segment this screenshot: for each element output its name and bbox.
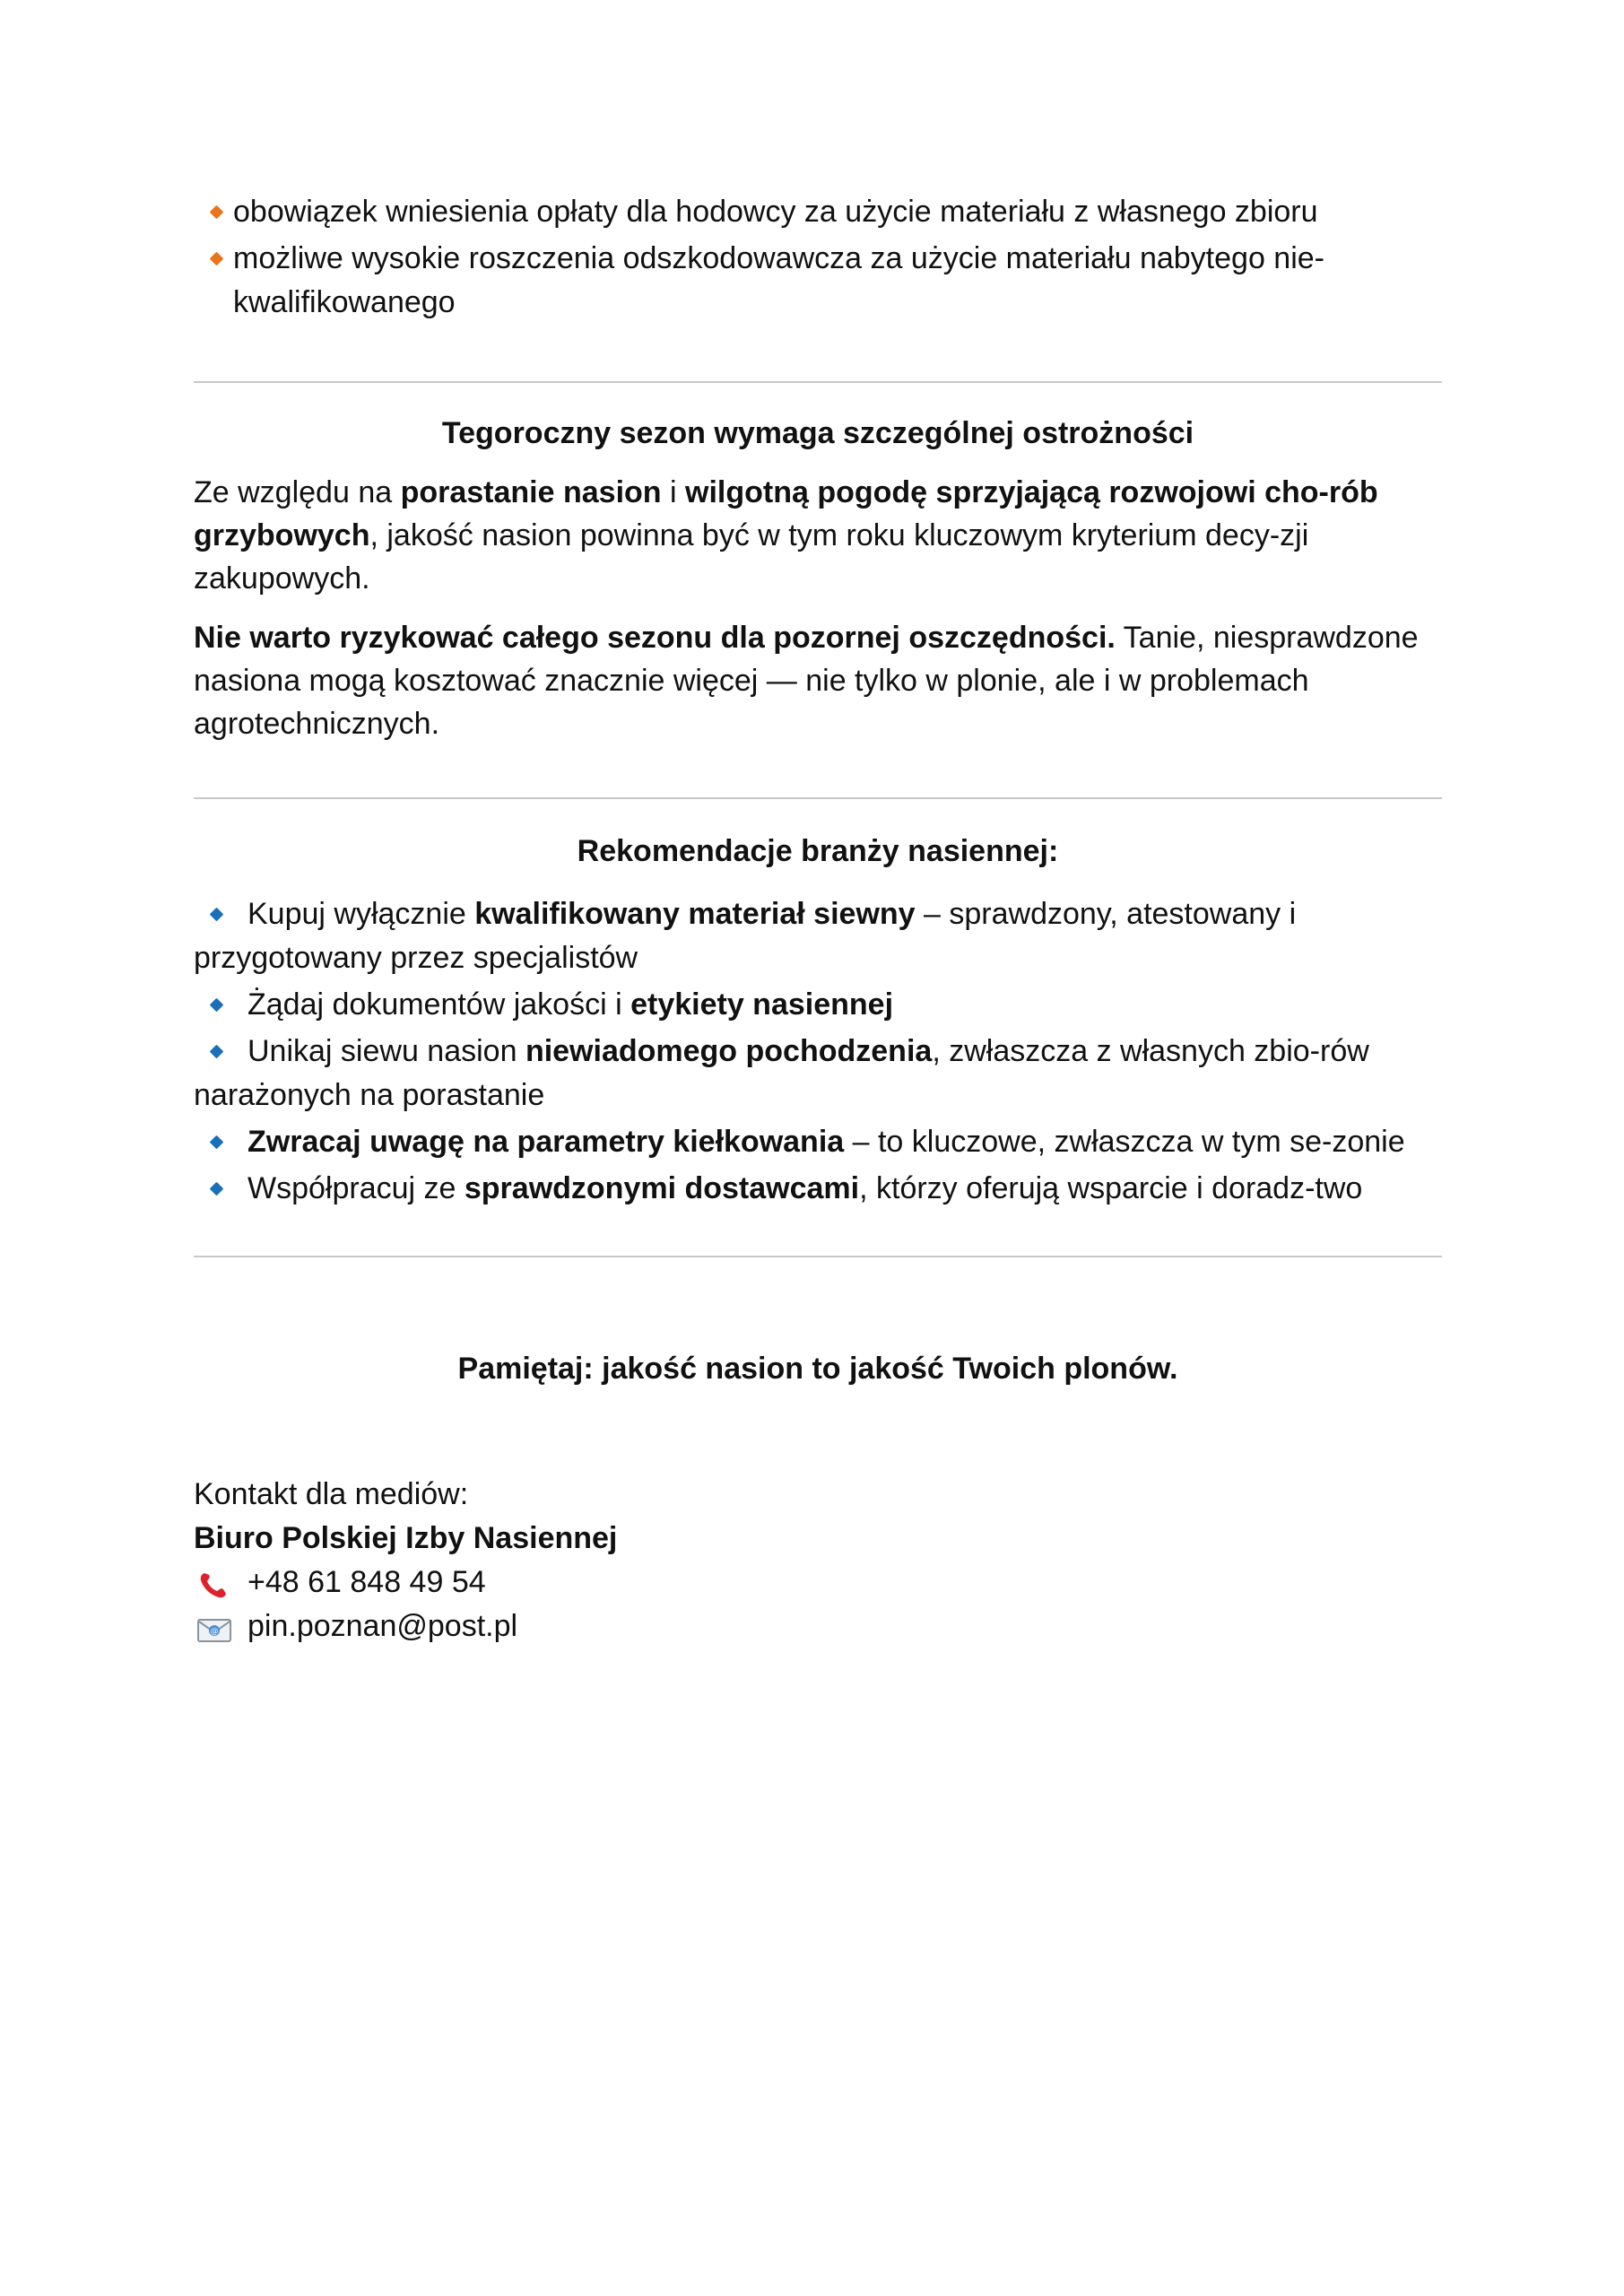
recommendations-list xyxy=(194,892,1442,1211)
divider xyxy=(194,797,1442,799)
text-run: – to kluczowe, zwłaszcza w tym se-zonie xyxy=(844,1125,1405,1159)
obligations-list xyxy=(194,190,1442,325)
bold-run: etykiety nasiennej xyxy=(630,987,894,1022)
remember-slogan: Pamiętaj: jakość nasion to jakość Twoich plonów. xyxy=(457,1352,1178,1386)
bold-run: kwalifikowany materiał siewny xyxy=(474,897,916,931)
text-run: , którzy oferują wsparcie i doradz-two xyxy=(859,1171,1363,1205)
list-item xyxy=(194,237,1442,325)
text-run: , zwłaszcza z własnych zbio-rów narażonych na porastanie xyxy=(194,1034,1369,1112)
contact-phone-row xyxy=(194,1561,1442,1605)
season-paragraph-1 xyxy=(194,471,1442,600)
list-item-text: obowiązek wniesienia opłaty dla hodowcy za użycie materiału z własnego zbioru xyxy=(233,195,1318,229)
list-item xyxy=(194,983,1442,1027)
text-run: – sprawdzony, atestowany i przygotowany przez specjalistów xyxy=(194,897,1297,975)
orange-diamond-bullet-icon xyxy=(210,205,224,220)
blue-diamond-bullet-icon xyxy=(210,1135,224,1150)
text-run: Tanie, niesprawdzone nasiona mogą kosztować znacznie więcej — nie tylko w plonie, ale i w problemach agrotechnicznych. xyxy=(194,621,1419,741)
text-run: , jakość nasion powinna być w tym roku kluczowym kryterium decy-zji zakupowych. xyxy=(194,518,1309,596)
svg-text:@: @ xyxy=(210,1627,219,1637)
text-run: i xyxy=(661,475,686,509)
document-page xyxy=(194,190,1442,1648)
list-item xyxy=(194,1167,1442,1211)
blue-diamond-bullet-icon xyxy=(210,1045,224,1059)
bold-run: wilgotną pogodę sprzyjającą rozwojowi cho-rób grzybowych xyxy=(194,475,1378,552)
text-run: Ze względu na xyxy=(194,475,401,509)
orange-diamond-bullet-icon xyxy=(210,252,224,266)
divider xyxy=(194,1256,1442,1257)
list-item-text-line2: kwalifikowanego xyxy=(233,285,456,319)
text-run: Żądaj dokumentów jakości i xyxy=(248,987,631,1022)
contact-organization: Biuro Polskiej Izby Nasiennej xyxy=(194,1521,618,1555)
season-heading: Tegoroczny sezon wymaga szczególnej ostrożności xyxy=(441,416,1194,450)
blue-diamond-bullet-icon xyxy=(210,998,224,1013)
text-run: Kupuj wyłącznie xyxy=(248,897,475,931)
blue-diamond-bullet-icon xyxy=(210,1182,224,1196)
bold-run: sprawdzonymi dostawcami xyxy=(464,1171,860,1205)
blue-diamond-bullet-icon xyxy=(210,908,224,922)
season-paragraph-2 xyxy=(194,616,1442,745)
text-run: Unikaj siewu nasion xyxy=(248,1034,525,1068)
contact-email-row xyxy=(194,1605,1442,1648)
list-item-text-line1: możliwe wysokie roszczenia odszkodowawcza za użycie materiału nabytego nie- xyxy=(233,241,1324,275)
contact-phone[interactable]: +48 61 848 49 54 xyxy=(248,1565,486,1599)
list-item xyxy=(194,190,1442,234)
list-item xyxy=(194,1120,1442,1164)
recommendations-heading: Rekomendacje branży nasiennej: xyxy=(577,834,1059,868)
text-run: Współpracuj ze xyxy=(248,1171,465,1205)
media-contact xyxy=(194,1473,1442,1648)
bold-run: niewiadomego pochodzenia xyxy=(525,1034,933,1068)
bold-run: porastanie nasion xyxy=(400,475,662,509)
bold-run: Zwracaj uwagę na parametry kiełkowania xyxy=(248,1125,845,1159)
phone-icon xyxy=(197,1569,233,1597)
list-item xyxy=(194,1030,1442,1118)
divider xyxy=(194,381,1442,383)
contact-label: Kontakt dla mediów: xyxy=(194,1477,469,1511)
bold-run: Nie warto ryzykować całego sezonu dla pozornej oszczędności. xyxy=(194,621,1116,655)
envelope-icon xyxy=(197,1613,233,1641)
contact-email[interactable]: pin.poznan@post.pl xyxy=(248,1609,518,1643)
list-item xyxy=(194,892,1442,980)
